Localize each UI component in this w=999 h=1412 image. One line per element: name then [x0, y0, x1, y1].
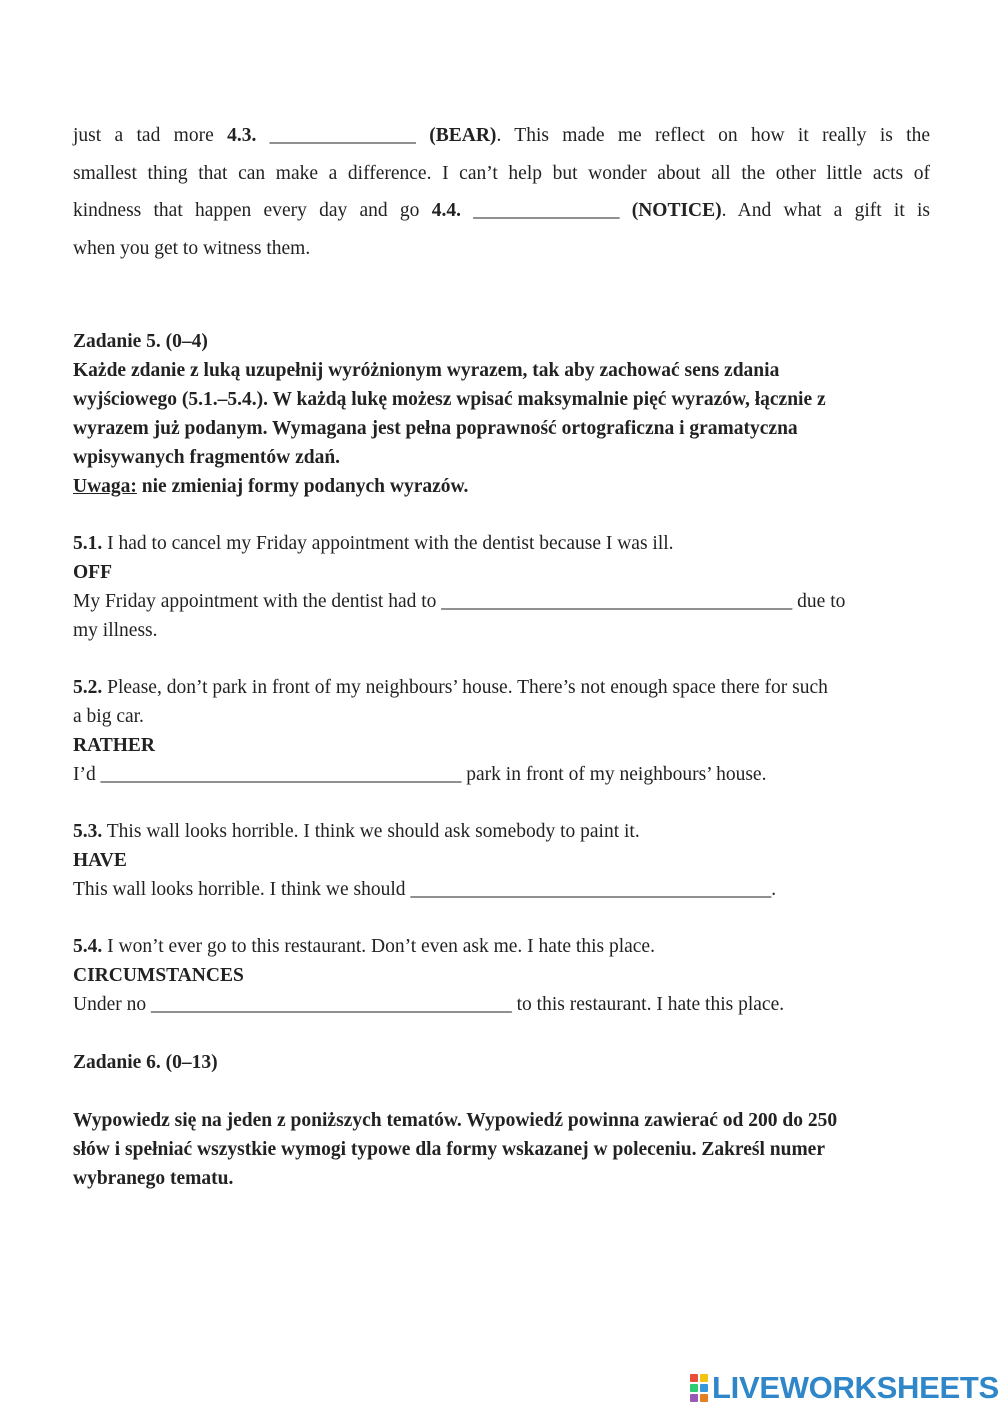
item-5-3: [73, 817, 930, 904]
task6-instruction-2: słów i spełniać wszystkie wymogi typowe dla formy wskazanej w poleceniu. Zakreśl numer: [73, 1139, 825, 1160]
item-keyword: OFF: [73, 562, 112, 583]
para-line-1: just a tad more 4.3. _______________ (BEAR). This made me reflect on how it really is the: [73, 125, 931, 146]
task5-instruction-4: wpisywanych fragmentów zdań.: [73, 447, 341, 468]
item-sentence-cont: a big car.: [73, 706, 144, 727]
para-line-4: when you get to witness them.: [73, 238, 311, 260]
task5-note: Uwaga: nie zmieniaj formy podanych wyrazów.: [73, 476, 469, 497]
item-5-1: [73, 529, 930, 645]
item-keyword: CIRCUMSTANCES: [73, 965, 244, 986]
item-sentence: 5.2. Please, don’t park in front of my neighbours’ house. There’s not enough space there for such: [73, 677, 828, 698]
item-number: 4.4.: [431, 200, 461, 222]
item-transformation: I’d _____________________________________ park in front of my neighbours’ house.: [73, 764, 767, 785]
item-sentence: 5.4. I won’t ever go to this restaurant. Don’t even ask me. I hate this place.: [73, 936, 655, 957]
task5-instruction-1: Każde zdanie z luką uzupełnij wyróżnionym wyrazem, tak aby zachować sens zdania: [73, 360, 780, 381]
logo-text: LIVEWORKSHEETS: [712, 1370, 999, 1405]
item-transformation: Under no _____________________________________ to this restaurant. I hate this place.: [73, 994, 785, 1015]
task5-header: [73, 327, 930, 501]
answer-gap[interactable]: _____________________________________: [150, 994, 512, 1015]
task5-instruction-3: wyrazem już podanym. Wymagana jest pełna poprawność ortograficzna i gramatyczna: [73, 418, 798, 439]
task6-instruction-1: Wypowiedz się na jeden z poniższych tematów. Wypowiedź powinna zawierać od 200 do 250: [73, 1110, 838, 1131]
para-line-3: kindness that happen every day and go 4.4. _______________ (NOTICE). And what a gift it is: [73, 200, 930, 222]
task6-title: Zadanie 6. (0–13): [73, 1052, 218, 1073]
task6-instructions: [73, 1106, 930, 1193]
item-transformation: This wall looks horrible. I think we should _____________________________________.: [73, 879, 777, 900]
task5-instruction-2: wyjściowego (5.1.–5.4.). W każdą lukę możesz wpisać maksymalnie pięć wyrazów, łącznie z: [73, 389, 826, 410]
liveworksheets-logo[interactable]: [690, 1370, 999, 1406]
task6-title-block: [73, 1048, 930, 1077]
item-number: 4.3.: [227, 125, 257, 146]
answer-gap[interactable]: _______________: [256, 125, 430, 146]
logo-icon: [690, 1374, 708, 1402]
answer-gap[interactable]: _____________________________________: [100, 764, 462, 785]
task4-paragraph: [73, 117, 930, 268]
base-word: (BEAR): [429, 125, 497, 146]
item-keyword: HAVE: [73, 850, 127, 871]
task5-title: Zadanie 5. (0–4): [73, 331, 208, 352]
item-sentence: 5.1. I had to cancel my Friday appointment with the dentist because I was ill.: [73, 533, 674, 554]
item-transformation-cont: my illness.: [73, 620, 158, 641]
answer-gap[interactable]: _______________: [460, 200, 632, 222]
item-keyword: RATHER: [73, 735, 155, 756]
note-label: Uwaga:: [73, 476, 137, 497]
para-line-2: smallest thing that can make a difference. I can’t help but wonder about all the other little acts of: [73, 162, 930, 184]
item-5-4: [73, 932, 930, 1019]
answer-gap[interactable]: _____________________________________: [410, 879, 772, 900]
item-5-2: [73, 673, 930, 789]
item-sentence: 5.3. This wall looks horrible. I think we should ask somebody to paint it.: [73, 821, 640, 842]
base-word: (NOTICE): [631, 200, 722, 222]
item-transformation: My Friday appointment with the dentist had to ____________________________________ due to: [73, 591, 846, 612]
answer-gap[interactable]: ____________________________________: [441, 591, 793, 612]
task6-instruction-3: wybranego tematu.: [73, 1168, 234, 1189]
